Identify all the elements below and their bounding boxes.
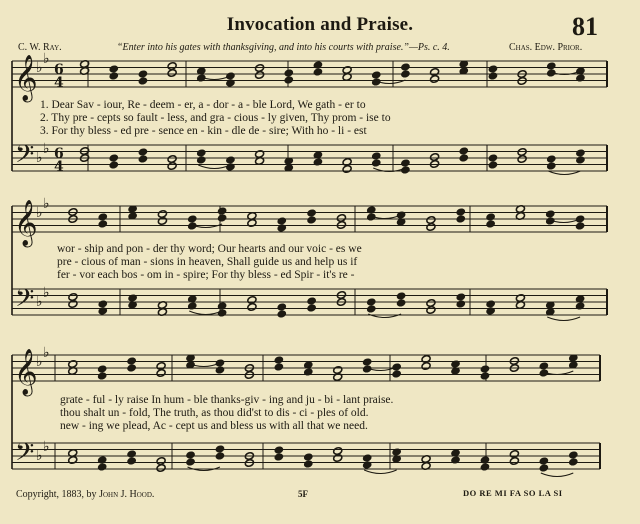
- treble-note: [225, 72, 235, 81]
- bass-note: [274, 453, 284, 462]
- composer-credit: Chas. Edw. Prior.: [509, 42, 583, 53]
- bass-note: [396, 299, 406, 308]
- copyright-notice: [16, 489, 154, 500]
- bass-note: [277, 310, 287, 319]
- time-signature: 6: [54, 62, 64, 78]
- treble-note: [575, 222, 585, 231]
- bass-tie: [547, 317, 580, 321]
- bass-note: [187, 302, 197, 311]
- bass-note: [362, 461, 372, 470]
- bass-note: [459, 154, 469, 163]
- bass-note: [575, 302, 585, 311]
- printer-mark: 5F: [298, 489, 308, 499]
- treble-note: [274, 363, 284, 372]
- treble-note: [517, 77, 527, 86]
- bass-clef-icon: 𝄢: [15, 140, 35, 175]
- treble-note: [277, 224, 287, 233]
- treble-note: [138, 77, 148, 86]
- bass-note: [225, 163, 235, 172]
- bass-note: [97, 456, 107, 465]
- flat-icon: ♭: [43, 51, 50, 67]
- treble-note: [450, 360, 460, 369]
- treble-note: [156, 369, 166, 378]
- bass-note: [575, 156, 585, 165]
- treble-clef-icon: 𝄞: [14, 349, 38, 395]
- treble-note: [167, 69, 177, 78]
- lyricist-credit: C. W. Ray.: [18, 42, 62, 53]
- bass-note: [486, 300, 496, 309]
- bass-note: [274, 446, 284, 455]
- treble-note: [284, 76, 294, 85]
- flat-icon: ♭: [36, 448, 43, 464]
- treble-note: [247, 219, 257, 228]
- bass-note: [156, 464, 166, 473]
- treble-note: [313, 68, 323, 77]
- lyric-line-1-3: 3. For thy bless - ed pre - sence en - kin - dle de - sire; With ho - li - est: [40, 125, 367, 137]
- bass-tie: [548, 171, 580, 175]
- lyric-line-3-3: new - ing we plead, Ac - cept us and bless us with all that we need.: [60, 420, 368, 432]
- bass-note: [303, 460, 313, 469]
- bass-note: [215, 445, 225, 454]
- bass-note: [362, 454, 372, 463]
- treble-note: [187, 215, 197, 224]
- bass-note: [244, 459, 254, 468]
- treble-note: [575, 215, 585, 224]
- treble-note: [307, 209, 317, 218]
- treble-note: [303, 368, 313, 377]
- bass-note: [426, 306, 436, 315]
- treble-note: [98, 213, 108, 222]
- treble-note: [362, 358, 372, 367]
- bass-note: [127, 457, 137, 466]
- bass-note: [456, 300, 466, 309]
- treble-note: [284, 69, 294, 78]
- treble-note: [456, 215, 466, 224]
- treble-note: [426, 223, 436, 232]
- bass-note: [517, 155, 527, 164]
- bass-note: [196, 156, 206, 165]
- bass-note: [480, 463, 490, 472]
- flat-icon: ♭: [36, 354, 43, 370]
- treble-note: [456, 208, 466, 217]
- treble-note: [486, 213, 496, 222]
- treble-note: [277, 217, 287, 226]
- treble-note: [539, 362, 549, 371]
- bass-note: [459, 147, 469, 156]
- bass-note: [68, 456, 78, 465]
- treble-note: [244, 371, 254, 380]
- bass-note: [342, 165, 352, 174]
- bass-note: [400, 166, 410, 175]
- bass-tie: [368, 314, 401, 318]
- treble-note: [215, 366, 225, 375]
- treble-note: [400, 63, 410, 72]
- treble-note: [215, 359, 225, 368]
- treble-note: [396, 211, 406, 220]
- bass-note: [509, 457, 519, 466]
- flat-icon: ♭: [43, 439, 50, 455]
- treble-note: [430, 75, 440, 84]
- bass-note: [400, 159, 410, 168]
- bass-note: [333, 454, 343, 463]
- flat-icon: ♭: [36, 294, 43, 310]
- treble-note: [575, 74, 585, 83]
- bass-note: [575, 149, 585, 158]
- lyric-line-2-3: fer - vor each bos - om in - spire; For thy bless - ed Spir - it's re -: [57, 269, 355, 281]
- bass-note: [215, 452, 225, 461]
- bass-note: [392, 448, 402, 457]
- bass-note: [127, 450, 137, 459]
- bass-note: [196, 149, 206, 158]
- treble-note: [421, 362, 431, 371]
- bass-note: [225, 156, 235, 165]
- bass-tie: [189, 311, 222, 315]
- treble-note: [217, 214, 227, 223]
- bass-note: [138, 148, 148, 157]
- bass-note: [185, 451, 195, 460]
- bass-note: [98, 300, 108, 309]
- flat-icon: ♭: [36, 60, 43, 76]
- treble-note: [98, 220, 108, 229]
- bass-note: [313, 158, 323, 167]
- bass-note: [167, 162, 177, 171]
- treble-note: [392, 363, 402, 372]
- bass-note: [366, 298, 376, 307]
- copyright-holder: John J. Hood.: [99, 489, 155, 500]
- bass-note: [568, 451, 578, 460]
- treble-note: [109, 65, 119, 74]
- treble-note: [371, 71, 381, 80]
- flat-icon: ♭: [43, 141, 50, 157]
- lyric-line-3-2: thou shalt un - fold, The truth, as thou did'st to dis - ci - ples of old.: [60, 407, 369, 419]
- treble-note: [546, 62, 556, 71]
- bass-note: [486, 307, 496, 316]
- flat-icon: ♭: [36, 150, 43, 166]
- bass-note: [539, 457, 549, 466]
- bass-tie: [198, 165, 230, 169]
- bass-note: [109, 161, 119, 170]
- bass-note: [307, 304, 317, 313]
- treble-note: [225, 79, 235, 88]
- bass-note: [488, 161, 498, 170]
- bass-note: [450, 456, 460, 465]
- treble-note: [97, 372, 107, 381]
- bass-note: [128, 294, 138, 303]
- treble-note: [486, 220, 496, 229]
- bass-note: [430, 160, 440, 169]
- bass-note: [546, 155, 556, 164]
- lyric-line-2-1: wor - ship and pon - der thy word; Our hearts and our voic - es we: [57, 243, 362, 255]
- treble-note: [366, 206, 376, 215]
- bass-tie: [364, 470, 396, 474]
- treble-note: [217, 207, 227, 216]
- bass-note: [138, 155, 148, 164]
- bass-note: [98, 307, 108, 316]
- bass-note: [371, 159, 381, 168]
- treble-note: [127, 364, 137, 373]
- lyric-line-1-1: 1. Dear Sav - iour, Re - deem - er, a - dor - a - ble Lord, We gath - er to: [40, 99, 366, 111]
- treble-note: [127, 357, 137, 366]
- lyric-line-3-1: grate - ful - ly raise In hum - ble thanks-giv - ing and ju - bi - lant praise.: [60, 394, 394, 406]
- flat-icon: ♭: [43, 196, 50, 212]
- bass-note: [97, 463, 107, 472]
- bass-note: [217, 309, 227, 318]
- treble-note: [392, 370, 402, 379]
- treble-note: [157, 217, 167, 226]
- hymn-title: Invocation and Praise.: [226, 14, 414, 35]
- bass-note: [546, 162, 556, 171]
- flat-icon: ♭: [36, 205, 43, 221]
- scripture-epigraph: “Enter into his gates with thanksgiving, and into his courts with praise.”—Ps. c. 4.: [117, 42, 450, 53]
- copyright-prefix: Copyright, 1883, by: [16, 489, 97, 500]
- treble-note: [109, 72, 119, 81]
- time-signature: 6: [54, 146, 64, 162]
- treble-note: [336, 221, 346, 230]
- bass-note: [539, 464, 549, 473]
- bass-note: [568, 458, 578, 467]
- bass-note: [456, 293, 466, 302]
- treble-note: [313, 61, 323, 70]
- lyric-line-2-2: pre - cious of man - sions in heaven, Shall guide us and help us if: [57, 256, 358, 268]
- bass-note: [185, 458, 195, 467]
- bass-note: [217, 302, 227, 311]
- treble-note: [545, 210, 555, 219]
- treble-note: [138, 70, 148, 79]
- treble-note: [400, 70, 410, 79]
- bass-tie: [541, 473, 573, 477]
- flat-icon: ♭: [43, 345, 50, 361]
- treble-note: [97, 365, 107, 374]
- bass-clef-icon: 𝄢: [15, 438, 35, 473]
- bass-clef-icon: 𝄢: [15, 284, 35, 319]
- treble-note: [307, 216, 317, 225]
- bass-note: [277, 303, 287, 312]
- treble-clef-icon: 𝄞: [14, 55, 38, 101]
- bass-note: [307, 297, 317, 306]
- bass-note: [371, 152, 381, 161]
- treble-note: [255, 71, 265, 80]
- bass-note: [488, 154, 498, 163]
- hymn-number: 81: [572, 12, 598, 41]
- bass-note: [366, 305, 376, 314]
- bass-note: [396, 292, 406, 301]
- treble-note: [480, 365, 490, 374]
- bass-note: [247, 303, 257, 312]
- treble-note: [274, 356, 284, 365]
- bass-note: [480, 456, 490, 465]
- bass-note: [109, 154, 119, 163]
- solfege-syllables: DO RE MI FA SO LA SI: [463, 488, 563, 498]
- treble-clef-icon: 𝄞: [14, 200, 38, 246]
- bass-note: [303, 453, 313, 462]
- treble-note: [480, 372, 490, 381]
- treble-note: [488, 65, 498, 74]
- treble-note: [333, 373, 343, 382]
- time-signature: 4: [54, 75, 64, 91]
- flat-icon: ♭: [43, 285, 50, 301]
- time-signature: 4: [54, 159, 64, 175]
- bass-note: [68, 300, 78, 309]
- lyric-line-1-2: 2. Thy pre - cepts so fault - less, and gra - cious - ly given, Thy prom - ise to: [40, 112, 391, 124]
- treble-note: [488, 72, 498, 81]
